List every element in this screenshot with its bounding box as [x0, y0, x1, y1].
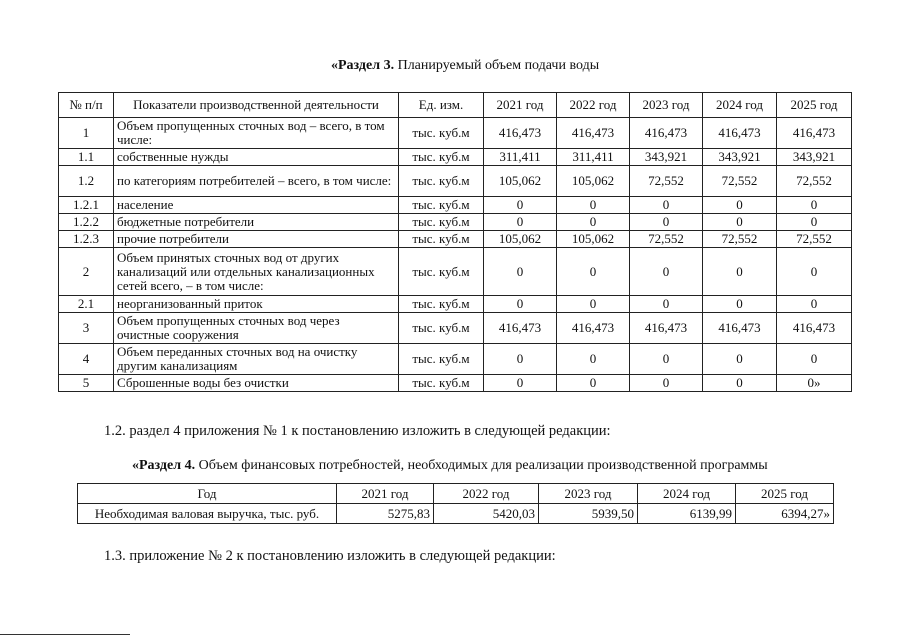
row-2023: 0 — [630, 248, 703, 296]
row-2021: 0 — [484, 296, 557, 313]
s4-header-2025: 2025 год — [736, 484, 834, 504]
s4-cell-2025: 6394,27» — [736, 504, 834, 524]
row-2024: 0 — [703, 248, 777, 296]
row-indicator: Объем пропущенных сточных вод – всего, в том числе: — [114, 118, 399, 149]
col-header-2022: 2022 год — [557, 93, 630, 118]
col-header-num: № п/п — [59, 93, 114, 118]
section3-title-text: Планируемый объем подачи воды — [397, 58, 600, 73]
row-indicator: население — [114, 197, 399, 214]
row-2023: 416,473 — [630, 118, 703, 149]
s4-cell-2022: 5420,03 — [434, 504, 539, 524]
table-row — [59, 166, 852, 197]
row-unit: тыс. куб.м — [399, 248, 484, 296]
section4-title-text: Объем финансовых потребностей, необходимых для реализации производственной программы — [198, 458, 768, 473]
row-2022: 105,062 — [557, 231, 630, 248]
section4-title — [132, 458, 768, 474]
row-num: 1.2.3 — [59, 231, 114, 248]
row-2024: 416,473 — [703, 118, 777, 149]
row-num: 1.2 — [59, 166, 114, 197]
row-2023: 343,921 — [630, 149, 703, 166]
row-num: 4 — [59, 344, 114, 375]
s4-cell-2024: 6139,99 — [638, 504, 736, 524]
s4-header-2023: 2023 год — [539, 484, 638, 504]
row-unit: тыс. куб.м — [399, 296, 484, 313]
row-2025: 72,552 — [777, 231, 852, 248]
row-unit: тыс. куб.м — [399, 375, 484, 392]
row-num: 2 — [59, 248, 114, 296]
col-header-unit: Ед. изм. — [399, 93, 484, 118]
row-indicator: Сброшенные воды без очистки — [114, 375, 399, 392]
row-num: 5 — [59, 375, 114, 392]
row-2025: 0 — [777, 248, 852, 296]
row-2025: 416,473 — [777, 118, 852, 149]
table-row — [59, 197, 852, 214]
table-row — [59, 214, 852, 231]
row-indicator: Объем пропущенных сточных вод через очистные сооружения — [114, 313, 399, 344]
row-2022: 0 — [557, 248, 630, 296]
s4-header-year: Год — [78, 484, 337, 504]
section3-header-row — [59, 93, 852, 118]
row-2025: 0 — [777, 214, 852, 231]
section4-data-row — [78, 504, 834, 524]
row-2022: 0 — [557, 375, 630, 392]
row-2021: 416,473 — [484, 313, 557, 344]
s4-header-2022: 2022 год — [434, 484, 539, 504]
row-2022: 105,062 — [557, 166, 630, 197]
row-2025: 0» — [777, 375, 852, 392]
row-2021: 105,062 — [484, 231, 557, 248]
row-indicator: по категориям потребителей – всего, в том числе: — [114, 166, 399, 197]
table-row — [59, 248, 852, 296]
table-row — [59, 296, 852, 313]
row-2025: 72,552 — [777, 166, 852, 197]
section4-header-row — [78, 484, 834, 504]
row-num: 2.1 — [59, 296, 114, 313]
row-unit: тыс. куб.м — [399, 231, 484, 248]
row-2023: 0 — [630, 197, 703, 214]
row-2022: 0 — [557, 214, 630, 231]
paragraph-1-2: 1.2. раздел 4 приложения № 1 к постановлению изложить в следующей редакции: — [104, 423, 611, 439]
row-2023: 0 — [630, 214, 703, 231]
col-header-indicator: Показатели производственной деятельности — [114, 93, 399, 118]
table-row — [59, 313, 852, 344]
row-2023: 72,552 — [630, 166, 703, 197]
row-unit: тыс. куб.м — [399, 313, 484, 344]
row-num: 1.2.2 — [59, 214, 114, 231]
row-2021: 0 — [484, 375, 557, 392]
row-2023: 416,473 — [630, 313, 703, 344]
row-2022: 416,473 — [557, 118, 630, 149]
row-2025: 0 — [777, 344, 852, 375]
row-2024: 343,921 — [703, 149, 777, 166]
row-2021: 416,473 — [484, 118, 557, 149]
s4-cell-2021: 5275,83 — [337, 504, 434, 524]
col-header-2021: 2021 год — [484, 93, 557, 118]
s4-header-2021: 2021 год — [337, 484, 434, 504]
row-2023: 0 — [630, 344, 703, 375]
row-2024: 0 — [703, 375, 777, 392]
row-2024: 0 — [703, 197, 777, 214]
row-unit: тыс. куб.м — [399, 344, 484, 375]
row-2024: 0 — [703, 344, 777, 375]
table-row — [59, 231, 852, 248]
row-2022: 0 — [557, 296, 630, 313]
s4-cell-2023: 5939,50 — [539, 504, 638, 524]
row-2025: 343,921 — [777, 149, 852, 166]
row-indicator: бюджетные потребители — [114, 214, 399, 231]
row-num: 1.2.1 — [59, 197, 114, 214]
col-header-2024: 2024 год — [703, 93, 777, 118]
row-2023: 72,552 — [630, 231, 703, 248]
section4-table — [77, 483, 834, 524]
s4-cell-label: Необходимая валовая выручка, тыс. руб. — [78, 504, 337, 524]
s4-header-2024: 2024 год — [638, 484, 736, 504]
row-2021: 105,062 — [484, 166, 557, 197]
row-indicator: неорганизованный приток — [114, 296, 399, 313]
row-2025: 0 — [777, 197, 852, 214]
row-2023: 0 — [630, 375, 703, 392]
row-2024: 72,552 — [703, 166, 777, 197]
row-2023: 0 — [630, 296, 703, 313]
row-2022: 0 — [557, 197, 630, 214]
row-unit: тыс. куб.м — [399, 197, 484, 214]
row-2022: 416,473 — [557, 313, 630, 344]
row-indicator: прочие потребители — [114, 231, 399, 248]
table-row — [59, 344, 852, 375]
table-row — [59, 149, 852, 166]
table-row — [59, 118, 852, 149]
row-indicator: собственные нужды — [114, 149, 399, 166]
col-header-2025: 2025 год — [777, 93, 852, 118]
row-unit: тыс. куб.м — [399, 166, 484, 197]
paragraph-1-3: 1.3. приложение № 2 к постановлению изложить в следующей редакции: — [104, 548, 556, 564]
section3-title-bold: «Раздел 3. — [331, 58, 395, 73]
row-num: 3 — [59, 313, 114, 344]
row-2024: 0 — [703, 214, 777, 231]
row-unit: тыс. куб.м — [399, 149, 484, 166]
section3-table — [58, 92, 852, 392]
row-2025: 416,473 — [777, 313, 852, 344]
row-2022: 311,411 — [557, 149, 630, 166]
footnote-divider — [0, 634, 130, 635]
section4-title-bold: «Раздел 4. — [132, 458, 196, 473]
row-2021: 0 — [484, 248, 557, 296]
row-2021: 0 — [484, 344, 557, 375]
row-unit: тыс. куб.м — [399, 118, 484, 149]
row-unit: тыс. куб.м — [399, 214, 484, 231]
row-indicator: Объем переданных сточных вод на очистку другим канализациям — [114, 344, 399, 375]
section3-title — [331, 58, 599, 74]
row-2021: 0 — [484, 197, 557, 214]
row-num: 1 — [59, 118, 114, 149]
row-2021: 311,411 — [484, 149, 557, 166]
row-2024: 72,552 — [703, 231, 777, 248]
row-num: 1.1 — [59, 149, 114, 166]
row-2022: 0 — [557, 344, 630, 375]
row-2025: 0 — [777, 296, 852, 313]
table-row — [59, 375, 852, 392]
row-2024: 416,473 — [703, 313, 777, 344]
row-2024: 0 — [703, 296, 777, 313]
row-indicator: Объем принятых сточных вод от других канализаций или отдельных канализационных сетей всего, – в том числе: — [114, 248, 399, 296]
row-2021: 0 — [484, 214, 557, 231]
col-header-2023: 2023 год — [630, 93, 703, 118]
